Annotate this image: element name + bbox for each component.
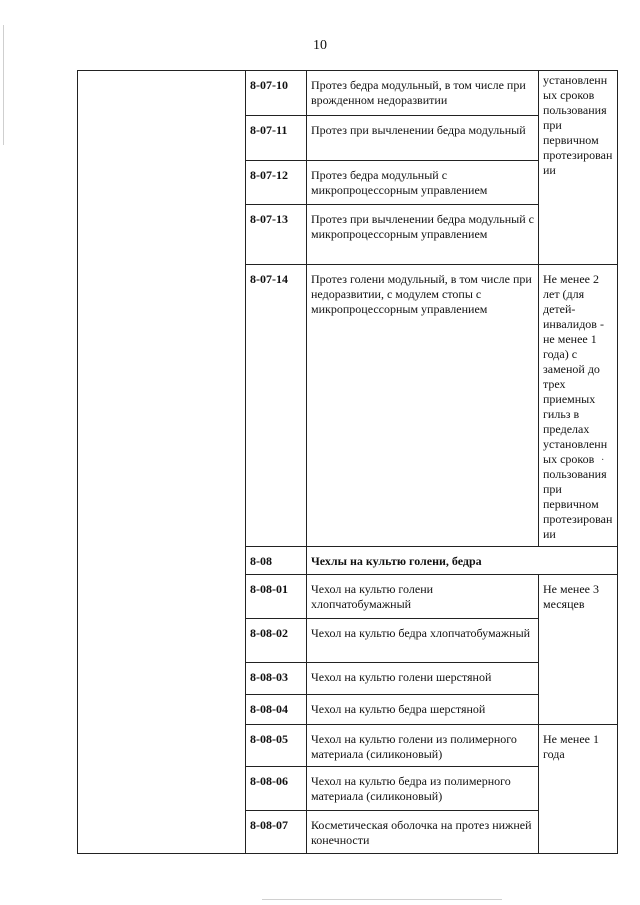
item-code: 8-08-05	[246, 725, 307, 767]
item-code: 8-08-07	[246, 811, 307, 854]
item-code: 8-08-01	[246, 575, 307, 619]
scan-foot-mark	[262, 899, 502, 900]
table-row	[78, 71, 618, 116]
usage-term: Не менее 2 лет (для детей-инвалидов - не менее 1 года) с заменой до трех приемных гильз в пределах установленных сроков пользования при первичном протезировании	[539, 265, 618, 547]
item-name: Протез бедра модульный с микропроцессорным управлением	[307, 161, 539, 205]
item-code: 8-07-13	[246, 205, 307, 265]
item-name: Протез при вычленении бедра модульный с микропроцессорным управлением	[307, 205, 539, 265]
usage-term: Не менее 3 месяцев	[539, 575, 618, 725]
item-name: Чехол на культю голени шерстяной	[307, 663, 539, 695]
item-name: Протез при вычленении бедра модульный	[307, 116, 539, 161]
prosthetics-table	[77, 70, 618, 854]
stray-scan-dot: ·	[601, 455, 605, 466]
item-name: Протез бедра модульный, в том числе при врожденном недоразвитии	[307, 71, 539, 116]
item-code: 8-07-10	[246, 71, 307, 116]
item-code: 8-07-12	[246, 161, 307, 205]
item-name: Чехол на культю бедра хлопчатобумажный	[307, 619, 539, 663]
item-name: Чехол на культю бедра из полимерного материала (силиконовый)	[307, 767, 539, 811]
section-title: Чехлы на культю голени, бедра	[307, 547, 618, 575]
item-code: 8-08-02	[246, 619, 307, 663]
usage-term: установленных сроков пользования при первичном протезировании	[539, 71, 618, 265]
item-name: Чехол на культю голени хлопчатобумажный	[307, 575, 539, 619]
page-number: 10	[313, 38, 327, 53]
item-code: 8-08-04	[246, 695, 307, 725]
item-code: 8-07-14	[246, 265, 307, 547]
section-code: 8-08	[246, 547, 307, 575]
item-name: Чехол на культю голени из полимерного материала (силиконовый)	[307, 725, 539, 767]
item-code: 8-07-11	[246, 116, 307, 161]
usage-term: Не менее 1 года	[539, 725, 618, 854]
blank-column	[78, 71, 246, 854]
item-name: Протез голени модульный, в том числе при недоразвитии, с модулем стопы с микропроцессорным управлением	[307, 265, 539, 547]
item-code: 8-08-03	[246, 663, 307, 695]
item-code: 8-08-06	[246, 767, 307, 811]
item-name: Косметическая оболочка на протез нижней конечности	[307, 811, 539, 854]
item-name: Чехол на культю бедра шерстяной	[307, 695, 539, 725]
